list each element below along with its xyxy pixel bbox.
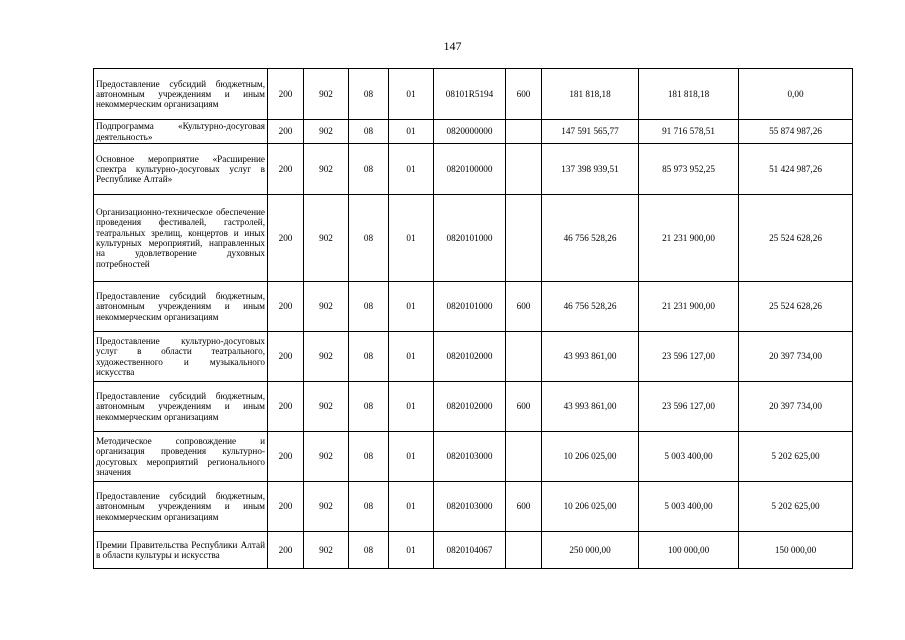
cell-amount-total: 43 993 861,00: [542, 382, 639, 432]
cell-description: Предоставление культурно-досуговых услуг в области театрального, художественного и музыкального искусства: [94, 332, 268, 382]
cell-code-1: 200: [268, 382, 304, 432]
cell-code-1: 200: [268, 482, 304, 532]
cell-section: 08: [349, 195, 389, 282]
cell-section: 08: [349, 282, 389, 332]
cell-subsection: 01: [389, 432, 434, 482]
cell-amount-2: 181 818,18: [639, 69, 739, 120]
table-row: [94, 332, 853, 382]
cell-description: Организационно-техническое обеспечение проведения фестивалей, гастролей, театральных зрелищ, концертов и иных культурных мероприятий, направленных на удовлетворение духовных потребностей: [94, 195, 268, 282]
cell-expense-type: [506, 195, 542, 282]
cell-section: 08: [349, 69, 389, 120]
cell-description: Методическое сопровождение и организация проведения культурно-досуговых мероприятий регионального значения: [94, 432, 268, 482]
cell-amount-2: 85 973 952,25: [639, 144, 739, 195]
table-row: [94, 432, 853, 482]
cell-code-1: 200: [268, 282, 304, 332]
cell-amount-2: 23 596 127,00: [639, 382, 739, 432]
cell-code-1: 200: [268, 195, 304, 282]
cell-target-article: 0820104067: [434, 532, 506, 569]
cell-section: 08: [349, 120, 389, 144]
cell-amount-total: 46 756 528,26: [542, 282, 639, 332]
cell-subsection: 01: [389, 144, 434, 195]
cell-amount-total: 250 000,00: [542, 532, 639, 569]
cell-expense-type: [506, 120, 542, 144]
table-row: [94, 120, 853, 144]
page-number: 147: [443, 39, 462, 53]
cell-section: 08: [349, 482, 389, 532]
cell-amount-2: 23 596 127,00: [639, 332, 739, 382]
cell-target-article: 0820103000: [434, 432, 506, 482]
cell-code-1: 200: [268, 432, 304, 482]
cell-ministry-code: 902: [304, 282, 349, 332]
cell-expense-type: 600: [506, 282, 542, 332]
cell-description: Предоставление субсидий бюджетным, автономным учреждениям и иным некоммерческим организациям: [94, 282, 268, 332]
cell-section: 08: [349, 432, 389, 482]
cell-ministry-code: 902: [304, 332, 349, 382]
cell-expense-type: [506, 432, 542, 482]
cell-target-article: 0820103000: [434, 482, 506, 532]
cell-target-article: 08101R5194: [434, 69, 506, 120]
cell-subsection: 01: [389, 195, 434, 282]
cell-target-article: 0820100000: [434, 144, 506, 195]
cell-ministry-code: 902: [304, 432, 349, 482]
cell-amount-3: 20 397 734,00: [739, 382, 853, 432]
cell-expense-type: 600: [506, 482, 542, 532]
cell-subsection: 01: [389, 532, 434, 569]
table-row: [94, 69, 853, 120]
cell-description: Предоставление субсидий бюджетным, автономным учреждениям и иным некоммерческим организациям: [94, 382, 268, 432]
cell-ministry-code: 902: [304, 144, 349, 195]
cell-code-1: 200: [268, 532, 304, 569]
cell-subsection: 01: [389, 120, 434, 144]
cell-expense-type: [506, 532, 542, 569]
cell-target-article: 0820101000: [434, 282, 506, 332]
cell-description: Предоставление субсидий бюджетным, автономным учреждениям и иным некоммерческим организациям: [94, 69, 268, 120]
cell-amount-total: 10 206 025,00: [542, 432, 639, 482]
cell-ministry-code: 902: [304, 120, 349, 144]
cell-amount-2: 5 003 400,00: [639, 482, 739, 532]
cell-code-1: 200: [268, 332, 304, 382]
cell-subsection: 01: [389, 282, 434, 332]
cell-amount-total: 181 818,18: [542, 69, 639, 120]
cell-amount-3: 51 424 987,26: [739, 144, 853, 195]
table-row: [94, 382, 853, 432]
cell-ministry-code: 902: [304, 532, 349, 569]
cell-ministry-code: 902: [304, 69, 349, 120]
cell-description: Подпрограмма «Культурно-досуговая деятельность»: [94, 120, 268, 144]
cell-target-article: 0820102000: [434, 332, 506, 382]
cell-expense-type: [506, 332, 542, 382]
cell-amount-2: 91 716 578,51: [639, 120, 739, 144]
cell-amount-2: 21 231 900,00: [639, 282, 739, 332]
budget-table: [93, 68, 853, 569]
cell-section: 08: [349, 144, 389, 195]
cell-subsection: 01: [389, 69, 434, 120]
cell-target-article: 0820102000: [434, 382, 506, 432]
cell-expense-type: [506, 144, 542, 195]
cell-amount-total: 147 591 565,77: [542, 120, 639, 144]
cell-description: Предоставление субсидий бюджетным, автономным учреждениям и иным некоммерческим организациям: [94, 482, 268, 532]
cell-subsection: 01: [389, 332, 434, 382]
cell-amount-3: 25 524 628,26: [739, 195, 853, 282]
cell-amount-2: 5 003 400,00: [639, 432, 739, 482]
cell-amount-total: 137 398 939,51: [542, 144, 639, 195]
cell-amount-total: 46 756 528,26: [542, 195, 639, 282]
table-body: [94, 69, 853, 569]
cell-target-article: 0820000000: [434, 120, 506, 144]
cell-amount-total: 10 206 025,00: [542, 482, 639, 532]
cell-amount-2: 21 231 900,00: [639, 195, 739, 282]
cell-ministry-code: 902: [304, 382, 349, 432]
table-row: [94, 482, 853, 532]
cell-amount-3: 5 202 625,00: [739, 432, 853, 482]
cell-description: Основное мероприятие «Расширение спектра культурно-досуговых услуг в Республике Алтай»: [94, 144, 268, 195]
cell-amount-3: 25 524 628,26: [739, 282, 853, 332]
cell-ministry-code: 902: [304, 195, 349, 282]
cell-code-1: 200: [268, 120, 304, 144]
cell-code-1: 200: [268, 144, 304, 195]
table-row: [94, 282, 853, 332]
cell-section: 08: [349, 382, 389, 432]
cell-subsection: 01: [389, 482, 434, 532]
table-row: [94, 532, 853, 569]
cell-subsection: 01: [389, 382, 434, 432]
cell-amount-total: 43 993 861,00: [542, 332, 639, 382]
cell-ministry-code: 902: [304, 482, 349, 532]
cell-section: 08: [349, 532, 389, 569]
cell-target-article: 0820101000: [434, 195, 506, 282]
cell-amount-3: 55 874 987,26: [739, 120, 853, 144]
cell-amount-2: 100 000,00: [639, 532, 739, 569]
cell-amount-3: 20 397 734,00: [739, 332, 853, 382]
table-row: [94, 144, 853, 195]
cell-amount-3: 0,00: [739, 69, 853, 120]
cell-code-1: 200: [268, 69, 304, 120]
cell-section: 08: [349, 332, 389, 382]
table-row: [94, 195, 853, 282]
cell-expense-type: 600: [506, 69, 542, 120]
cell-amount-3: 5 202 625,00: [739, 482, 853, 532]
cell-description: Премии Правительства Республики Алтай в области культуры и искусства: [94, 532, 268, 569]
cell-expense-type: 600: [506, 382, 542, 432]
cell-amount-3: 150 000,00: [739, 532, 853, 569]
